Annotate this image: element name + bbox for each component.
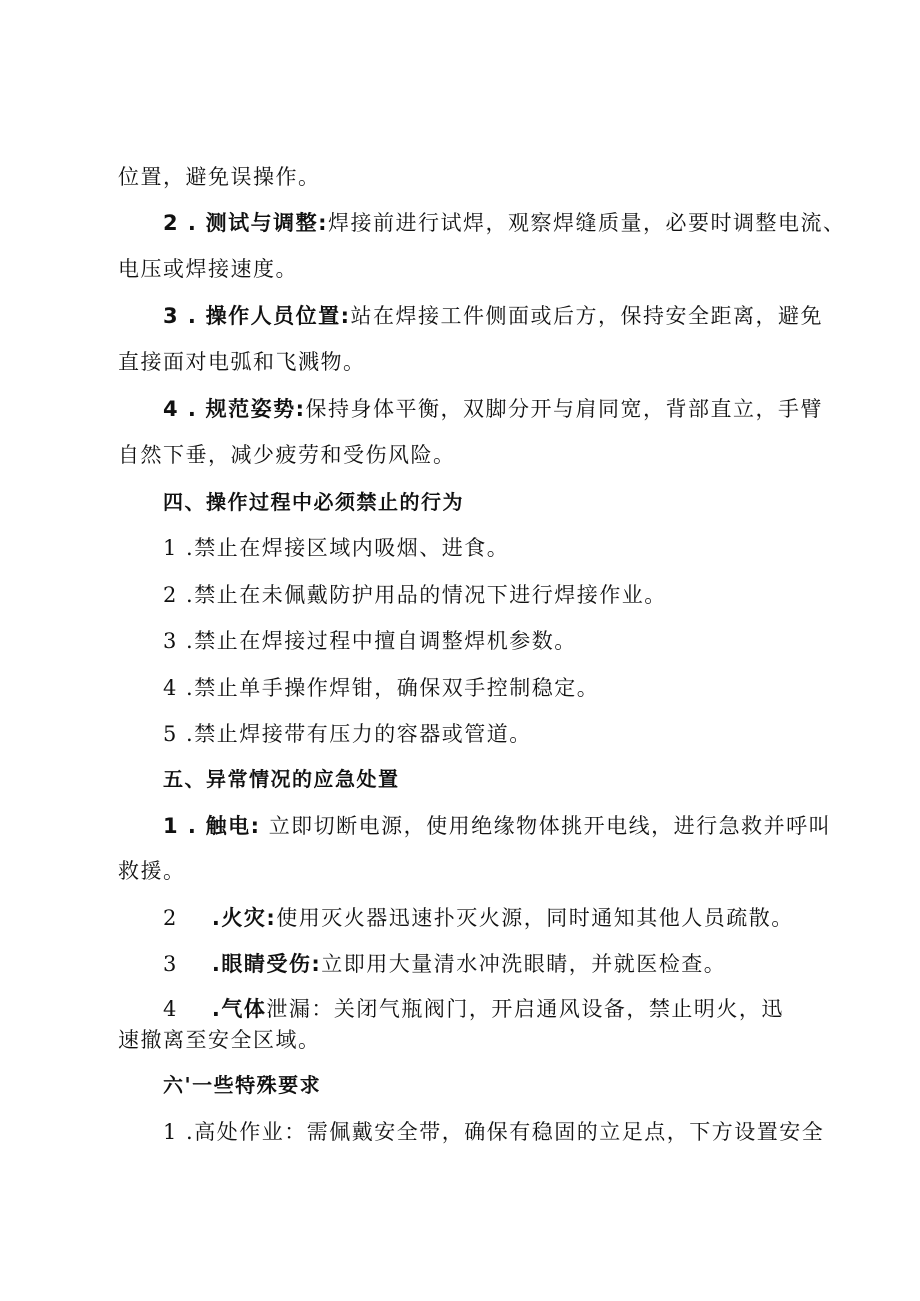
item-number: 3 bbox=[163, 952, 178, 976]
list-item bbox=[163, 395, 823, 423]
item-text: 使用灭火器迅速扑灭火源，同时通知其他人员疏散。 bbox=[276, 906, 794, 930]
item-text: 救援。 bbox=[118, 859, 186, 883]
list-item: 1 .禁止在焊接区域内吸烟、进食。 bbox=[163, 536, 510, 560]
section-heading: 六'一些特殊要求 bbox=[163, 1073, 322, 1097]
section-heading: 五、异常情况的应急处置 bbox=[163, 767, 400, 791]
item-title: 规范姿势: bbox=[205, 397, 306, 421]
item-text: 电压或焊接速度。 bbox=[118, 257, 298, 281]
paragraph-line bbox=[118, 1026, 321, 1054]
item-title: 操作人员位置: bbox=[205, 304, 351, 328]
list-item: 5 .禁止焊接带有压力的容器或管道。 bbox=[163, 722, 532, 746]
item-text: 立即用大量清水冲洗眼睛，并就医检查。 bbox=[321, 952, 727, 976]
list-item: 1 .高处作业：需佩戴安全带，确保有稳固的立足点，下方设置安全 bbox=[163, 1120, 825, 1144]
item-number: 4 . bbox=[163, 397, 198, 421]
list-item: 2 .禁止在未佩戴防护用品的情况下进行焊接作业。 bbox=[163, 583, 667, 607]
item-number: 1 . bbox=[163, 814, 198, 838]
list-item bbox=[163, 209, 846, 237]
item-number: 2 bbox=[163, 906, 178, 930]
item-text: 速撤离至安全区域。 bbox=[118, 1028, 321, 1052]
list-item bbox=[163, 904, 794, 932]
list-item: 4 .禁止单手操作焊钳，确保双手控制稳定。 bbox=[163, 676, 600, 700]
item-text: 自然下垂，减少疲劳和受伤风险。 bbox=[118, 443, 456, 467]
item-text: 站在焊接工件侧面或后方，保持安全距离，避免 bbox=[350, 304, 823, 328]
item-title: .眼睛受伤: bbox=[211, 952, 322, 976]
item-text: 焊接前进行试焊，观察焊缝质量，必要时调整电流、 bbox=[328, 211, 846, 235]
item-number: 4 bbox=[163, 997, 178, 1021]
item-number: 3 . bbox=[163, 304, 198, 328]
list-item bbox=[163, 302, 823, 330]
item-title: .气体 bbox=[211, 997, 267, 1021]
list-item bbox=[163, 995, 784, 1023]
list-item: 3 .禁止在焊接过程中擅自调整焊机参数。 bbox=[163, 629, 577, 653]
item-title: 测试与调整: bbox=[205, 211, 328, 235]
list-item bbox=[163, 812, 831, 840]
item-number: 2 . bbox=[163, 211, 198, 235]
item-text: 泄漏：关闭气瓶阀门，开启通风设备，禁止明火，迅 bbox=[266, 997, 784, 1021]
section-heading: 四、操作过程中必须禁止的行为 bbox=[163, 490, 464, 514]
item-title: .火灾: bbox=[211, 906, 277, 930]
list-item bbox=[163, 950, 726, 978]
paragraph-line bbox=[118, 255, 298, 283]
item-text: 立即切断电源，使用绝缘物体挑开电线，进行急救并呼叫 bbox=[268, 814, 832, 838]
item-title: 触电: bbox=[205, 814, 261, 838]
paragraph-line bbox=[118, 163, 321, 191]
paragraph-line bbox=[118, 348, 366, 376]
item-text: 保持身体平衡，双脚分开与肩同宽，背部直立，手臂 bbox=[305, 397, 823, 421]
paragraph-line bbox=[118, 857, 186, 885]
text: 位置，避免误操作。 bbox=[118, 165, 321, 189]
paragraph-line bbox=[118, 441, 456, 469]
item-text: 直接面对电弧和飞溅物。 bbox=[118, 350, 366, 374]
